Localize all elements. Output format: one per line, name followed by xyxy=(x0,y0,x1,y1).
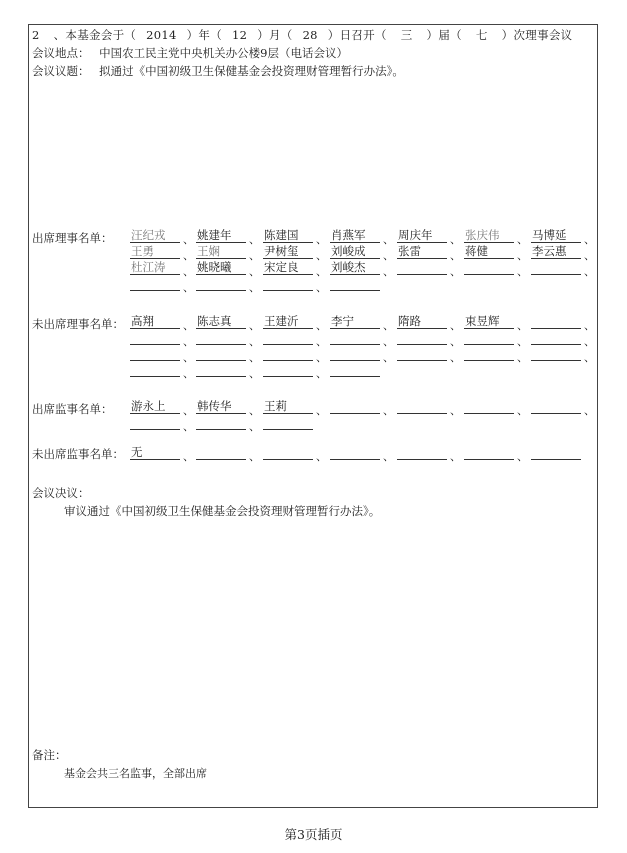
name-entry: 刘峻杰 xyxy=(330,261,380,275)
separator: 、 xyxy=(249,367,260,380)
agenda-label: 会议议题： xyxy=(32,64,90,78)
form-frame xyxy=(28,24,598,808)
name-entry xyxy=(130,347,180,361)
separator: 、 xyxy=(383,319,394,332)
name-entry: 尹树玺 xyxy=(263,245,313,259)
separator: 、 xyxy=(383,249,394,262)
separator: 、 xyxy=(517,335,528,348)
name-entry xyxy=(263,416,313,430)
separator: 、 xyxy=(450,404,461,417)
separator: 、 xyxy=(450,319,461,332)
name-entry xyxy=(464,331,514,345)
meeting-count: 七 xyxy=(475,28,488,42)
agenda-value: 拟通过《中国初级卫生保健基金会投资理财管理暂行办法》。 xyxy=(99,64,404,78)
name-entry xyxy=(263,331,313,345)
separator: 、 xyxy=(584,404,595,417)
separator: 、 xyxy=(316,450,327,463)
name-entry: 姚晓曦 xyxy=(196,261,246,275)
separator: 、 xyxy=(249,233,260,246)
name-entry: 陈志真 xyxy=(196,315,246,329)
name-entry: 周庆年 xyxy=(397,229,447,243)
separator: 、 xyxy=(249,404,260,417)
name-entry xyxy=(130,363,180,377)
separator: 、 xyxy=(316,404,327,417)
text-part: ）届（ xyxy=(426,28,462,42)
text-part: ）次理事会议 xyxy=(501,28,573,42)
text-part: ）年（ xyxy=(186,28,223,42)
separator: 、 xyxy=(517,404,528,417)
name-entry xyxy=(531,446,581,460)
name-entry xyxy=(330,331,380,345)
page-number: 第3页插页 xyxy=(284,827,343,842)
separator: 、 xyxy=(584,335,595,348)
name-entry: 王娴 xyxy=(196,245,246,259)
separator: 、 xyxy=(517,249,528,262)
separator: 、 xyxy=(383,265,394,278)
meeting-session: 三 xyxy=(400,28,413,42)
remarks-label: 备注： xyxy=(32,748,67,762)
separator: 、 xyxy=(517,265,528,278)
name-entry xyxy=(130,416,180,430)
meeting-year: 2014 xyxy=(146,28,177,42)
name-entry: 肖燕军 xyxy=(330,229,380,243)
name-entry: 王莉 xyxy=(263,400,313,414)
name-entry xyxy=(464,347,514,361)
name-entry: 陈建国 xyxy=(263,229,313,243)
name-entry: 韩传华 xyxy=(196,400,246,414)
name-entry xyxy=(263,446,313,460)
location-label: 会议地点： xyxy=(32,46,90,60)
separator: 、 xyxy=(249,319,260,332)
attending-directors-label: 出席理事名单： xyxy=(32,231,113,245)
name-entry xyxy=(263,277,313,291)
separator: 、 xyxy=(183,404,194,417)
agenda-row xyxy=(32,63,404,79)
item-number: 2 xyxy=(32,28,40,42)
separator: 、 xyxy=(183,233,194,246)
separator: 、 xyxy=(249,281,260,294)
separator: 、 xyxy=(450,265,461,278)
name-entry: 刘峻成 xyxy=(330,245,380,259)
name-entry: 宋定良 xyxy=(263,261,313,275)
separator: 、 xyxy=(316,249,327,262)
absent-supervisors-label: 未出席监事名单： xyxy=(32,447,124,461)
name-entry xyxy=(196,363,246,377)
name-entry xyxy=(397,261,447,275)
name-entry xyxy=(330,400,380,414)
separator: 、 xyxy=(316,351,327,364)
name-entry xyxy=(196,347,246,361)
name-entry xyxy=(397,446,447,460)
name-entry: 束昱辉 xyxy=(464,315,514,329)
separator: 、 xyxy=(584,351,595,364)
text-part: ）月（ xyxy=(257,28,293,42)
name-entry xyxy=(196,331,246,345)
separator: 、 xyxy=(183,249,194,262)
name-entry xyxy=(330,347,380,361)
name-entry: 汪纪戎 xyxy=(130,229,180,243)
name-entry: 蒋健 xyxy=(464,245,514,259)
name-entry: 王建沂 xyxy=(263,315,313,329)
name-entry xyxy=(531,261,581,275)
name-entry: 姚建年 xyxy=(196,229,246,243)
meeting-day: 28 xyxy=(302,28,318,42)
separator: 、 xyxy=(183,335,194,348)
separator: 、 xyxy=(316,265,327,278)
separator: 、 xyxy=(183,420,194,433)
name-entry xyxy=(196,416,246,430)
separator: 、 xyxy=(450,335,461,348)
separator: 、 xyxy=(183,367,194,380)
name-entry: 马博延 xyxy=(531,229,581,243)
name-entry xyxy=(196,277,246,291)
name-entry: 李宁 xyxy=(330,315,380,329)
separator: 、 xyxy=(183,281,194,294)
meeting-line xyxy=(32,27,572,43)
separator: 、 xyxy=(316,335,327,348)
remarks-value: 基金会共三名监事，全部出席 xyxy=(64,767,207,780)
name-entry xyxy=(531,331,581,345)
name-entry: 杜江涛 xyxy=(130,261,180,275)
separator: 、 xyxy=(584,249,595,262)
separator: 、 xyxy=(249,351,260,364)
separator: 、 xyxy=(584,319,595,332)
text-part: 、本基金会于（ xyxy=(53,28,137,42)
separator: 、 xyxy=(249,265,260,278)
name-entry: 高翔 xyxy=(130,315,180,329)
name-entry: 张庆伟 xyxy=(464,229,514,243)
separator: 、 xyxy=(316,233,327,246)
name-entry: 隋路 xyxy=(397,315,447,329)
name-entry xyxy=(263,347,313,361)
name-entry xyxy=(263,363,313,377)
separator: 、 xyxy=(450,450,461,463)
separator: 、 xyxy=(450,351,461,364)
separator: 、 xyxy=(383,335,394,348)
separator: 、 xyxy=(316,319,327,332)
name-entry xyxy=(330,363,380,377)
name-entry xyxy=(397,400,447,414)
separator: 、 xyxy=(450,249,461,262)
separator: 、 xyxy=(183,450,194,463)
separator: 、 xyxy=(517,233,528,246)
separator: 、 xyxy=(383,233,394,246)
name-entry xyxy=(397,347,447,361)
location-row xyxy=(32,45,348,61)
separator: 、 xyxy=(517,351,528,364)
absent-directors-label: 未出席理事名单： xyxy=(32,317,124,331)
name-entry xyxy=(531,400,581,414)
separator: 、 xyxy=(249,420,260,433)
name-entry xyxy=(330,277,380,291)
name-entry: 王勇 xyxy=(130,245,180,259)
name-entry: 张雷 xyxy=(397,245,447,259)
text-part: ）日召开（ xyxy=(327,28,387,42)
separator: 、 xyxy=(183,319,194,332)
name-entry xyxy=(330,446,380,460)
name-entry xyxy=(130,331,180,345)
separator: 、 xyxy=(249,450,260,463)
name-entry: 李云惠 xyxy=(531,245,581,259)
separator: 、 xyxy=(249,335,260,348)
separator: 、 xyxy=(450,233,461,246)
separator: 、 xyxy=(584,233,595,246)
name-entry xyxy=(196,446,246,460)
name-entry xyxy=(531,315,581,329)
separator: 、 xyxy=(249,249,260,262)
separator: 、 xyxy=(383,404,394,417)
name-entry: 无 xyxy=(130,446,180,460)
name-entry xyxy=(531,347,581,361)
separator: 、 xyxy=(183,265,194,278)
separator: 、 xyxy=(183,351,194,364)
attending-supervisors-label: 出席监事名单： xyxy=(32,402,113,416)
name-entry xyxy=(397,331,447,345)
name-entry xyxy=(130,277,180,291)
name-entry xyxy=(464,261,514,275)
separator: 、 xyxy=(584,265,595,278)
separator: 、 xyxy=(316,367,327,380)
separator: 、 xyxy=(517,319,528,332)
name-entry: 游永上 xyxy=(130,400,180,414)
separator: 、 xyxy=(383,450,394,463)
resolution-value: 审议通过《中国初级卫生保健基金会投资理财管理暂行办法》。 xyxy=(64,504,381,518)
separator: 、 xyxy=(383,351,394,364)
meeting-month: 12 xyxy=(231,28,248,42)
separator: 、 xyxy=(316,281,327,294)
name-entry xyxy=(464,400,514,414)
location-value: 中国农工民主党中央机关办公楼9层（电话会议） xyxy=(99,46,348,60)
name-entry xyxy=(464,446,514,460)
separator: 、 xyxy=(517,450,528,463)
resolution-label: 会议决议： xyxy=(32,486,90,500)
